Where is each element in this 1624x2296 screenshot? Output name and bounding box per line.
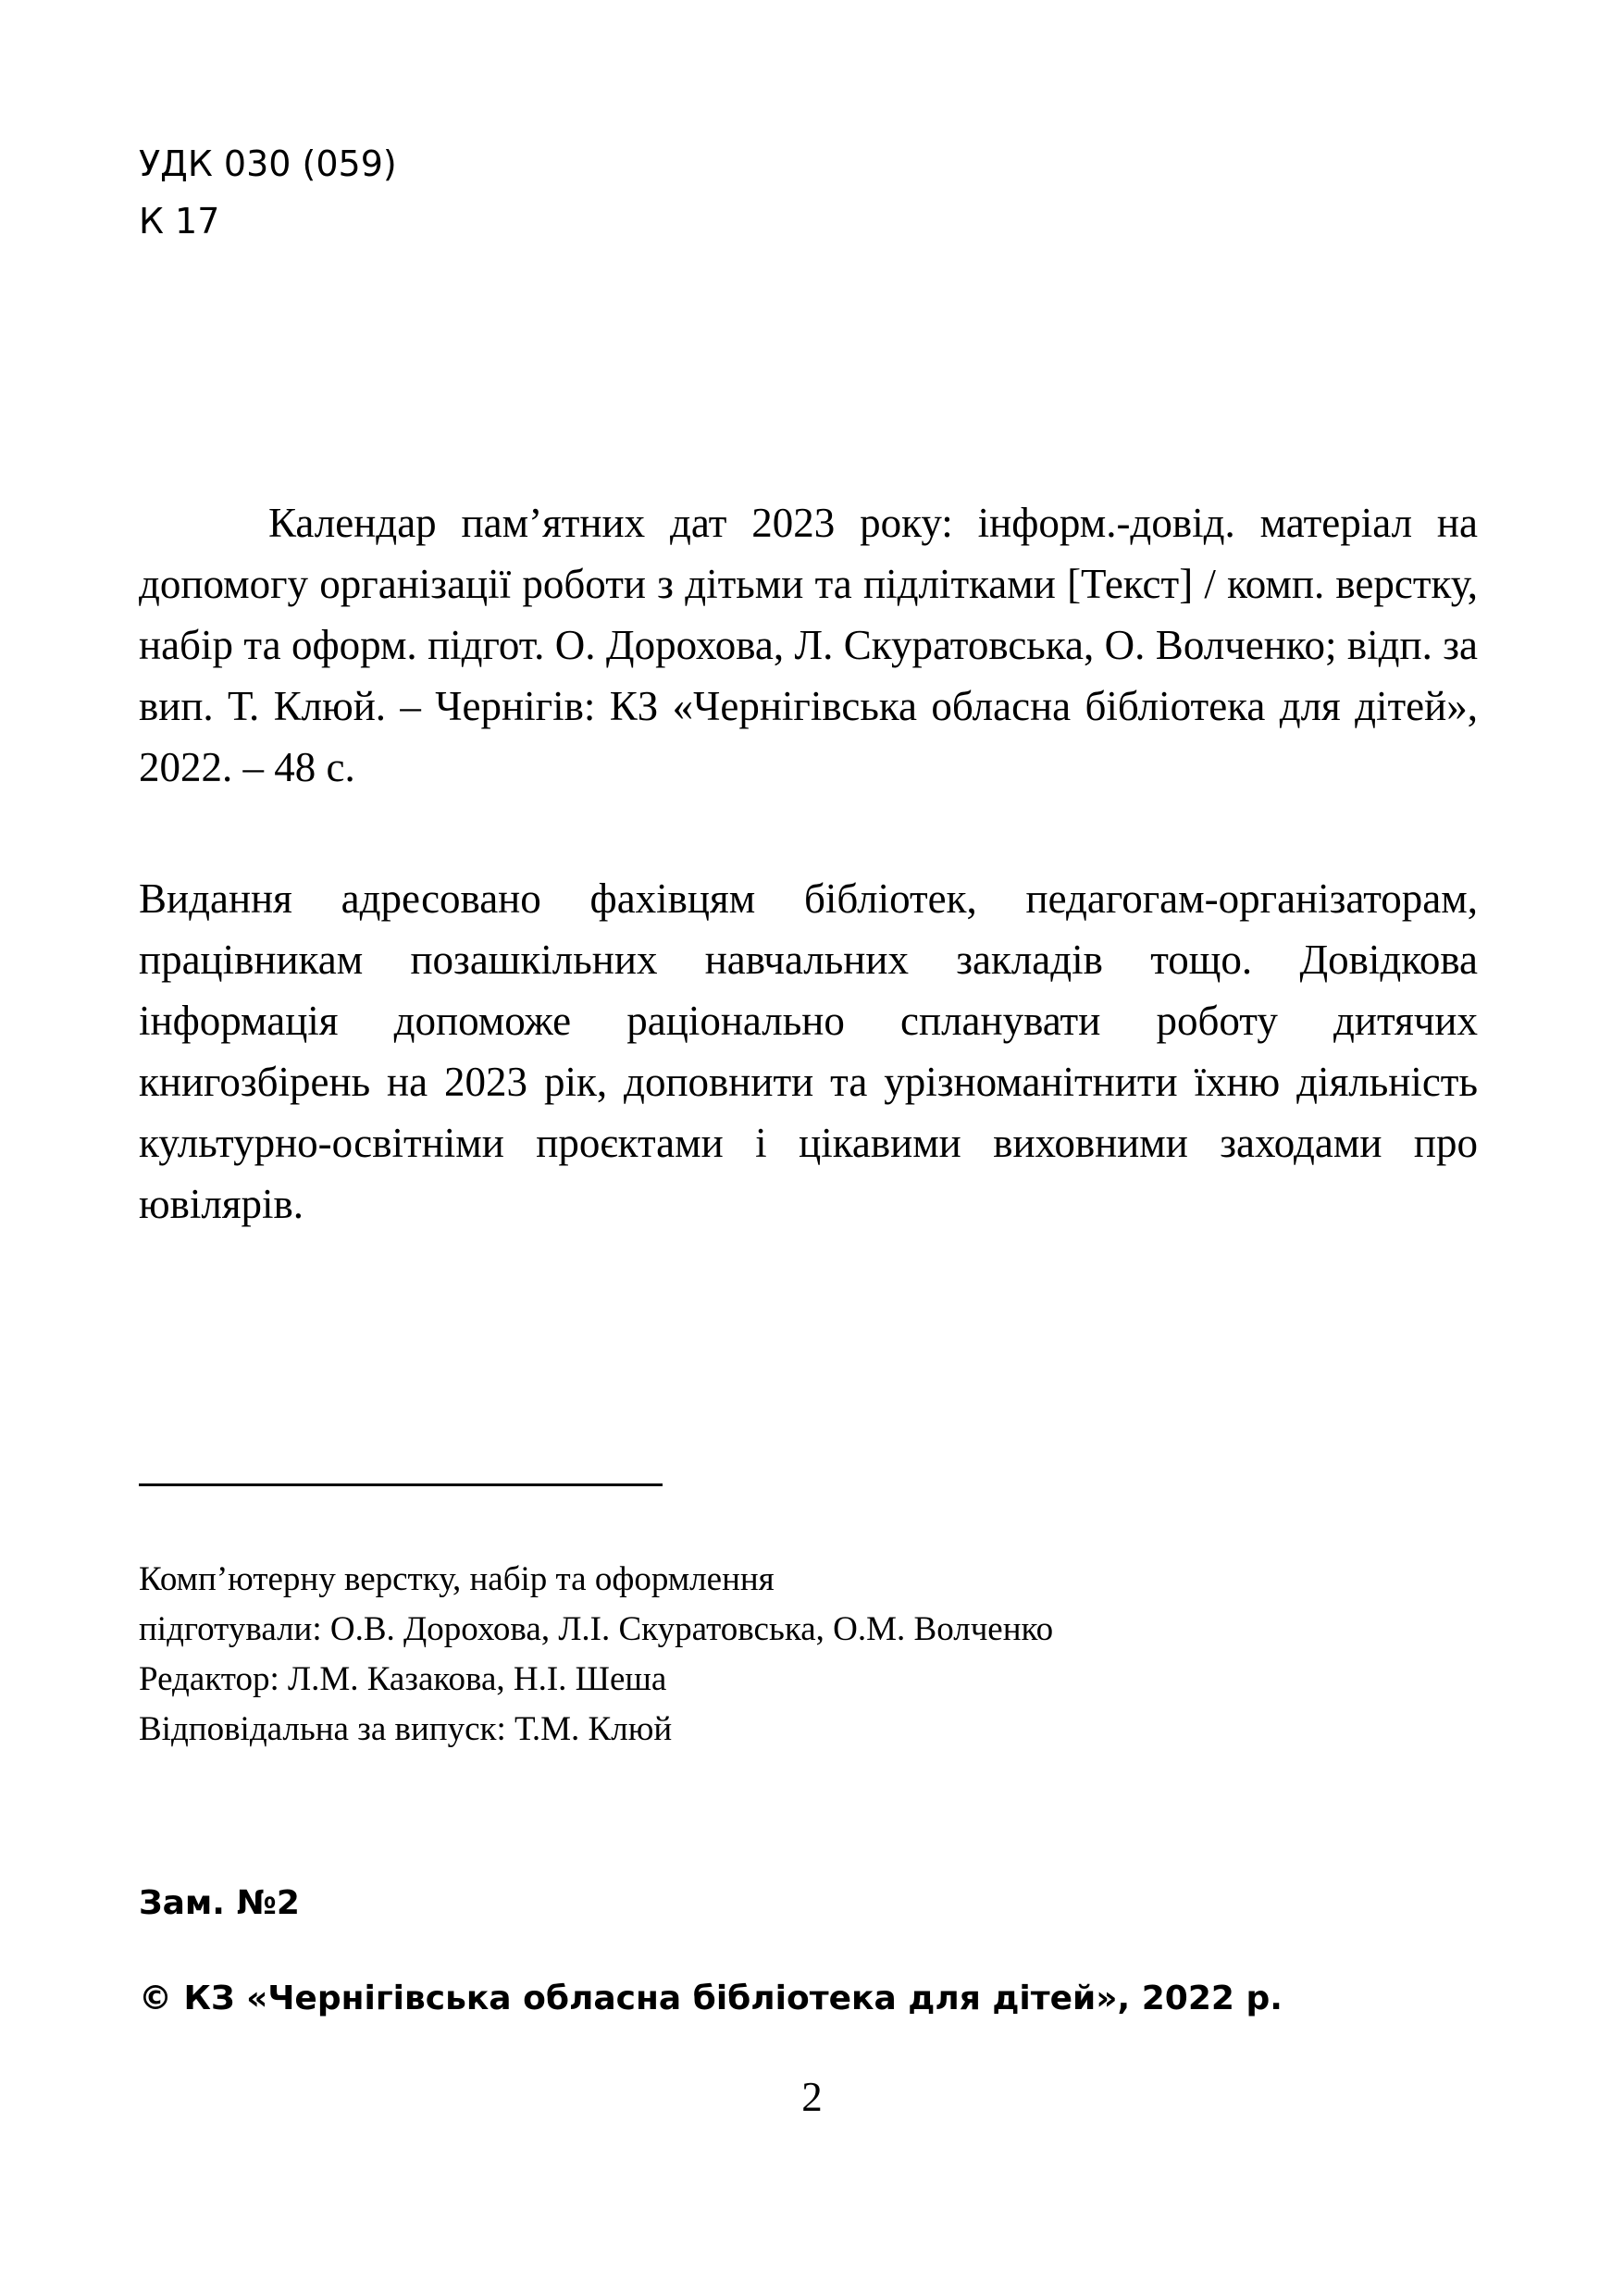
- order-number: Зам. №2: [139, 1884, 300, 1922]
- credits-layout-line-2: підготували: О.В. Дорохова, Л.І. Скуратовська, О.М. Волченко: [139, 1610, 1054, 1648]
- copyright-notice: © КЗ «Чернігівська обласна бібліотека для дітей», 2022 р.: [139, 1980, 1283, 2017]
- separator-line: [139, 1483, 663, 1486]
- author-mark: К 17: [139, 201, 220, 242]
- credits-block: [139, 1555, 1053, 1755]
- credits-responsible: Відповідальна за випуск: Т.М. Клюй: [139, 1710, 673, 1748]
- credits-editors: Редактор: Л.М. Казакова, Н.І. Шеша: [139, 1660, 667, 1698]
- annotation-paragraph: Видання адресовано фахівцям бібліотек, педагогам-організаторам, працівникам позашкільних навчальних закладів тощо. Довідкова інформація допоможе раціонально спланувати роботу дитячих книгозбірень на 2023 рік, доповнити та урізноманітнити їхню діяльність культурно-освітніми проєктами і цікавими виховними заходами про ювілярів.: [139, 875, 1478, 1227]
- bibliographic-record: Календар пам’ятних дат 2023 року: інформ.-довід. матеріал на допомогу організації роботи з дітьми та підлітками [Текст] / комп. верстку, набір та оформ. підгот. О. Дорохова, Л. Скуратовська, О. Волченко; відп. за вип. Т. Клюй. – Чернігів: КЗ «Чернігівська обласна бібліотека для дітей», 2022. – 48 с.: [139, 500, 1478, 790]
- credits-layout-line-1: Комп’ютерну верстку, набір та оформлення: [139, 1560, 775, 1598]
- udk-code: УДК 030 (059): [139, 143, 397, 184]
- classification-block: [139, 135, 397, 250]
- page-number: 2: [801, 2074, 823, 2120]
